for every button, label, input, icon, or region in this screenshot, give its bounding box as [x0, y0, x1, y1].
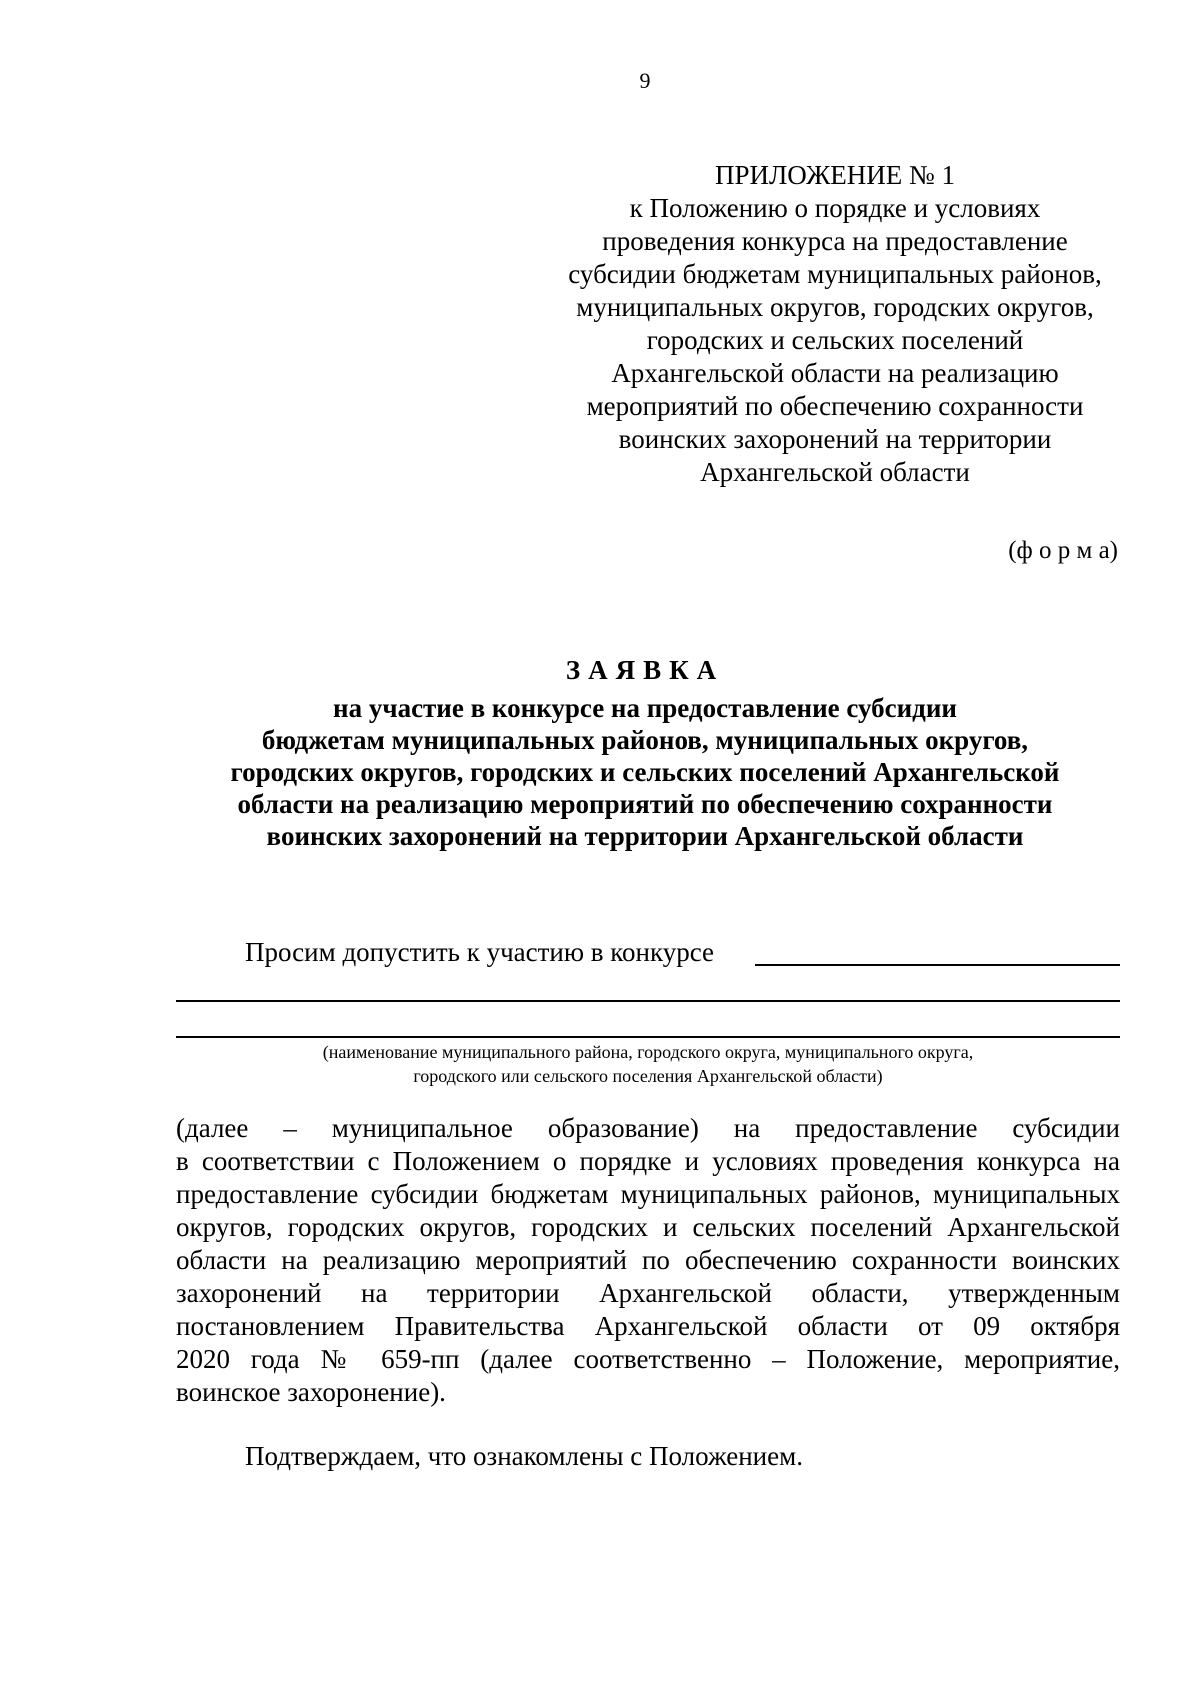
appendix-line: субсидии бюджетам муниципальных районов, [568, 259, 1102, 289]
subtitle-line: области на реализацию мероприятий по обеспечению сохранности [237, 789, 1053, 819]
appendix-line: Архангельской области на реализацию [611, 358, 1059, 388]
request-subtitle [100, 692, 1190, 852]
body-line: (далее – муниципальное образование) на предоставление субсидии [176, 1113, 1120, 1143]
appendix-line: муниципальных округов, городских округов, [576, 292, 1094, 322]
appendix-line: Архангельской области [700, 457, 970, 487]
blank-caption [176, 1040, 1120, 1088]
body-line: округов, городских округов, городских и сельских поселений Архангельской [176, 1212, 1120, 1242]
caption-line: (наименование муниципального района, городского округа, муниципального округа, [322, 1042, 974, 1062]
subtitle-line: городских округов, городских и сельских поселений Архангельской [230, 757, 1060, 787]
fill-in-blank [176, 1036, 1120, 1038]
form-mark: (ф о р м а) [1008, 537, 1118, 564]
fill-in-blank [176, 1000, 1120, 1002]
appendix-line: воинских захоронений на территории [618, 424, 1052, 454]
caption-line: городского или сельского поселения Архангельской области) [413, 1066, 883, 1086]
body-line: в соответствии с Положением о порядке и условиях проведения конкурса на [176, 1146, 1120, 1176]
appendix-line: городских и сельских поселений [646, 325, 1024, 355]
appendix-line: мероприятий по обеспечению сохранности [586, 391, 1084, 421]
body-paragraph [176, 1112, 1120, 1409]
body-line: предоставление субсидии бюджетам муниципальных районов, муниципальных [176, 1179, 1120, 1209]
appendix-line: ПРИЛОЖЕНИЕ № 1 [714, 160, 956, 190]
subtitle-line: на участие в конкурсе на предоставление субсидии [333, 693, 957, 723]
body-line: воинское захоронение). [176, 1377, 446, 1407]
ask-line: Просим допустить к участию в конкурсе [245, 937, 715, 967]
subtitle-line: воинских захоронений на территории Архангельской области [266, 821, 1024, 851]
appendix-line: к Положению о порядке и условиях [629, 193, 1041, 223]
subtitle-line: бюджетам муниципальных районов, муниципальных округов, [261, 725, 1029, 755]
confirm-line: Подтверждаем, что ознакомлены с Положением. [245, 1441, 803, 1471]
request-title: ЗАЯВКА [565, 655, 725, 685]
body-line: постановлением Правительства Архангельской области от 09 октября [176, 1311, 1120, 1341]
body-line: 2020 года № 659-пп (далее соответственно – Положение, мероприятие, [176, 1344, 1120, 1374]
page-number: 9 [639, 68, 651, 93]
appendix-header [555, 159, 1115, 489]
fill-in-blank [755, 964, 1120, 966]
body-line: захоронений на территории Архангельской области, утвержденным [176, 1278, 1120, 1308]
appendix-line: проведения конкурса на предоставление [602, 226, 1068, 256]
body-line: области на реализацию мероприятий по обеспечению сохранности воинских [176, 1245, 1120, 1275]
